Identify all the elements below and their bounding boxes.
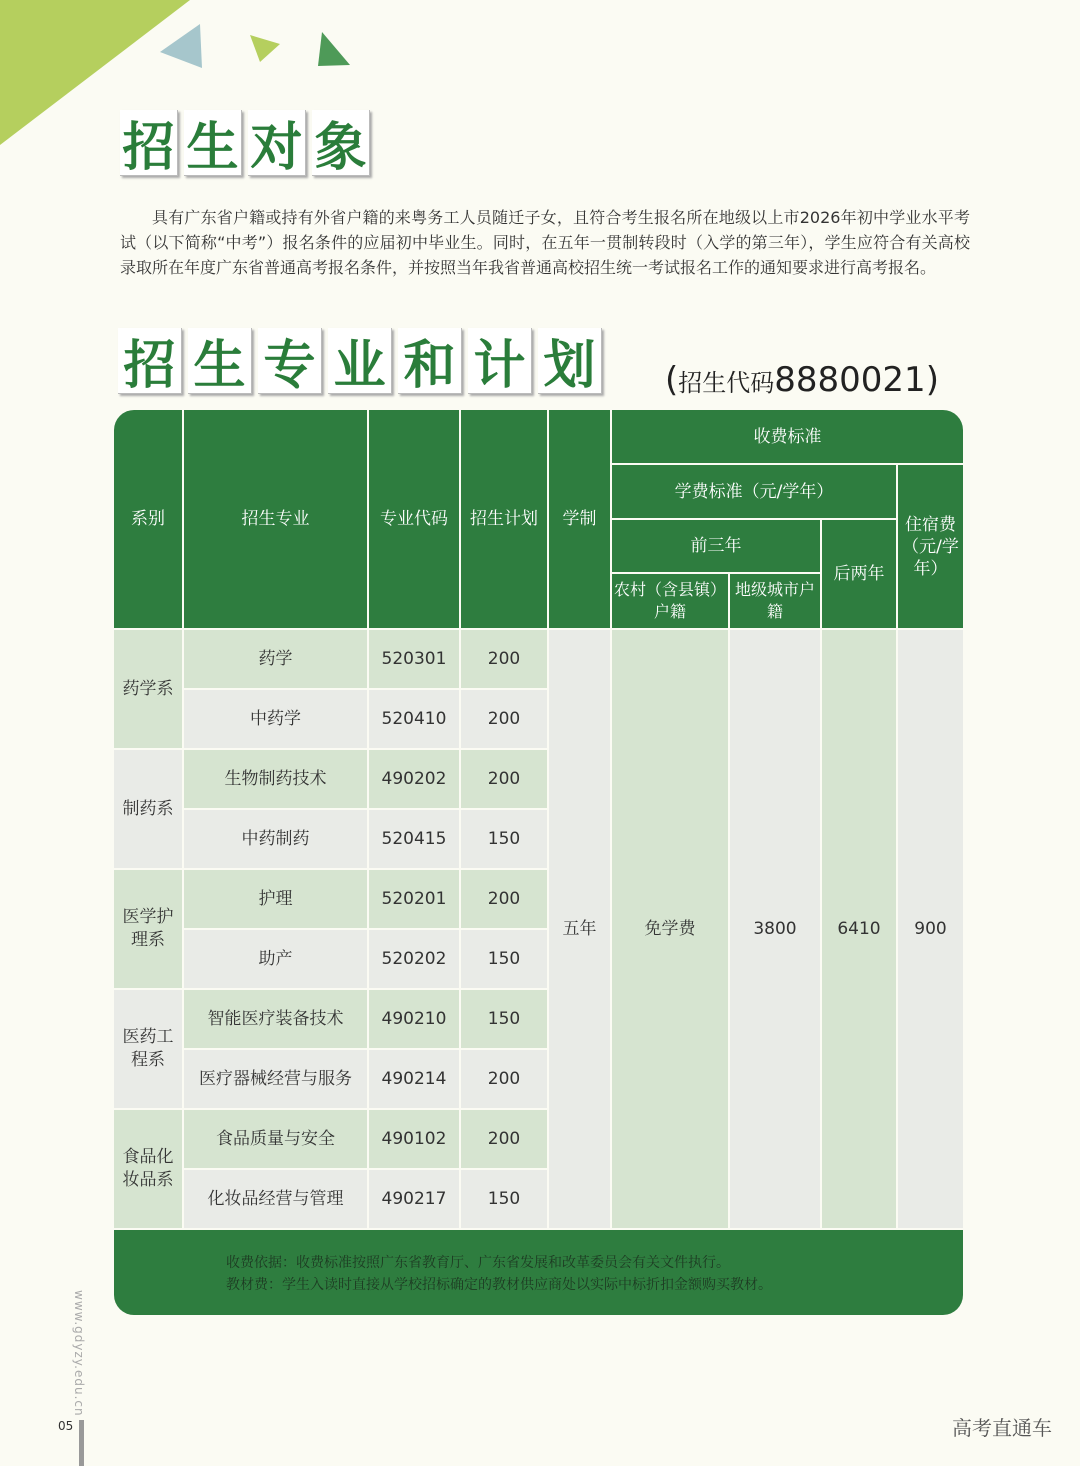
major-name-cell: 中药制药 xyxy=(184,810,367,868)
major-plan-cell: 150 xyxy=(461,1170,547,1228)
major-name-cell: 助产 xyxy=(184,930,367,988)
section-title-enrollment-target: 招 生 对 象 xyxy=(120,110,370,176)
note-fee-basis: 收费依据：收费标准按照广东省教育厅、广东省发展和改革委员会有关文件执行。 xyxy=(226,1255,730,1271)
major-code-cell: 490102 xyxy=(369,1110,459,1168)
duration-cell: 五年 xyxy=(549,630,610,1228)
dept-cell: 制药系 xyxy=(114,750,182,868)
major-plan-cell: 150 xyxy=(461,810,547,868)
header-major: 招生专业 xyxy=(184,410,367,628)
major-name-cell: 食品质量与安全 xyxy=(184,1110,367,1168)
header-dept: 系别 xyxy=(114,410,182,628)
major-plan-cell: 200 xyxy=(461,1110,547,1168)
major-code-cell: 490214 xyxy=(369,1050,459,1108)
header-fees: 收费标准 xyxy=(612,410,963,463)
major-plan-cell: 200 xyxy=(461,870,547,928)
major-name-cell: 智能医疗装备技术 xyxy=(184,990,367,1048)
fee-notes xyxy=(114,1230,963,1315)
major-name-cell: 医疗器械经营与服务 xyxy=(184,1050,367,1108)
dorm-fee-cell: 900 xyxy=(898,630,963,1228)
intro-paragraph: 具有广东省户籍或持有外省户籍的来粤务工人员随迁子女，且符合考生报名所在地级以上市2026年初中学业水平考试（以下简称“中考”）报名条件的应届初中毕业生。同时，在五年一贯制转段时（入学的第三年），学生应符合有关高校录取所在年度广东省普通高考报名条件，并按照当年我省普通高校招生统一考试报名工作的通知要求进行高考报名。 xyxy=(120,208,970,277)
major-plan-cell: 200 xyxy=(461,1050,547,1108)
city-fee-cell: 3800 xyxy=(730,630,820,1228)
major-plan-cell: 200 xyxy=(461,630,547,688)
header-code: 专业代码 xyxy=(369,410,459,628)
dept-cell: 医药工程系 xyxy=(114,990,182,1108)
watermark: 高考直通车 xyxy=(952,1416,1052,1440)
major-code-cell: 520410 xyxy=(369,690,459,748)
header-tuition: 学费标准（元/学年） xyxy=(612,465,896,518)
enrollment-code: (招生代码8880021) xyxy=(665,360,939,400)
major-name-cell: 护理 xyxy=(184,870,367,928)
major-name-cell: 药学 xyxy=(184,630,367,688)
triangle-decorations xyxy=(150,20,370,80)
section-title-majors-plan: 招 生 专 业 和 计 划 xyxy=(118,328,602,394)
header-city: 地级城市户籍 xyxy=(730,574,820,628)
rural-fee-cell: 免学费 xyxy=(612,630,728,1228)
major-plan-cell: 200 xyxy=(461,750,547,808)
header-dorm: 住宿费（元/学年） xyxy=(898,465,963,628)
major-code-cell: 520301 xyxy=(369,630,459,688)
major-plan-cell: 150 xyxy=(461,930,547,988)
major-name-cell: 生物制药技术 xyxy=(184,750,367,808)
page-bar xyxy=(79,1420,84,1466)
major-code-cell: 490217 xyxy=(369,1170,459,1228)
major-code-cell: 490210 xyxy=(369,990,459,1048)
header-plan: 招生计划 xyxy=(461,410,547,628)
website-url: www.gdyzy.edu.cn xyxy=(72,1290,86,1417)
enrollment-table xyxy=(114,410,963,1228)
dept-cell: 食品化妆品系 xyxy=(114,1110,182,1228)
header-last2: 后两年 xyxy=(822,520,896,628)
major-name-cell: 化妆品经营与管理 xyxy=(184,1170,367,1228)
header-first3: 前三年 xyxy=(612,520,820,572)
major-plan-cell: 150 xyxy=(461,990,547,1048)
dept-cell: 药学系 xyxy=(114,630,182,748)
major-code-cell: 520415 xyxy=(369,810,459,868)
major-code-cell: 490202 xyxy=(369,750,459,808)
major-name-cell: 中药学 xyxy=(184,690,367,748)
last2-fee-cell: 6410 xyxy=(822,630,896,1228)
major-code-cell: 520201 xyxy=(369,870,459,928)
note-textbook: 教材费：学生入读时直接从学校招标确定的教材供应商处以实际中标折扣金额购买教材。 xyxy=(226,1277,772,1293)
header-rural: 农村（含县镇）户籍 xyxy=(612,574,728,628)
dept-cell: 医学护理系 xyxy=(114,870,182,988)
header-duration: 学制 xyxy=(549,410,610,628)
major-plan-cell: 200 xyxy=(461,690,547,748)
page-number: 05 xyxy=(58,1419,74,1433)
major-code-cell: 520202 xyxy=(369,930,459,988)
